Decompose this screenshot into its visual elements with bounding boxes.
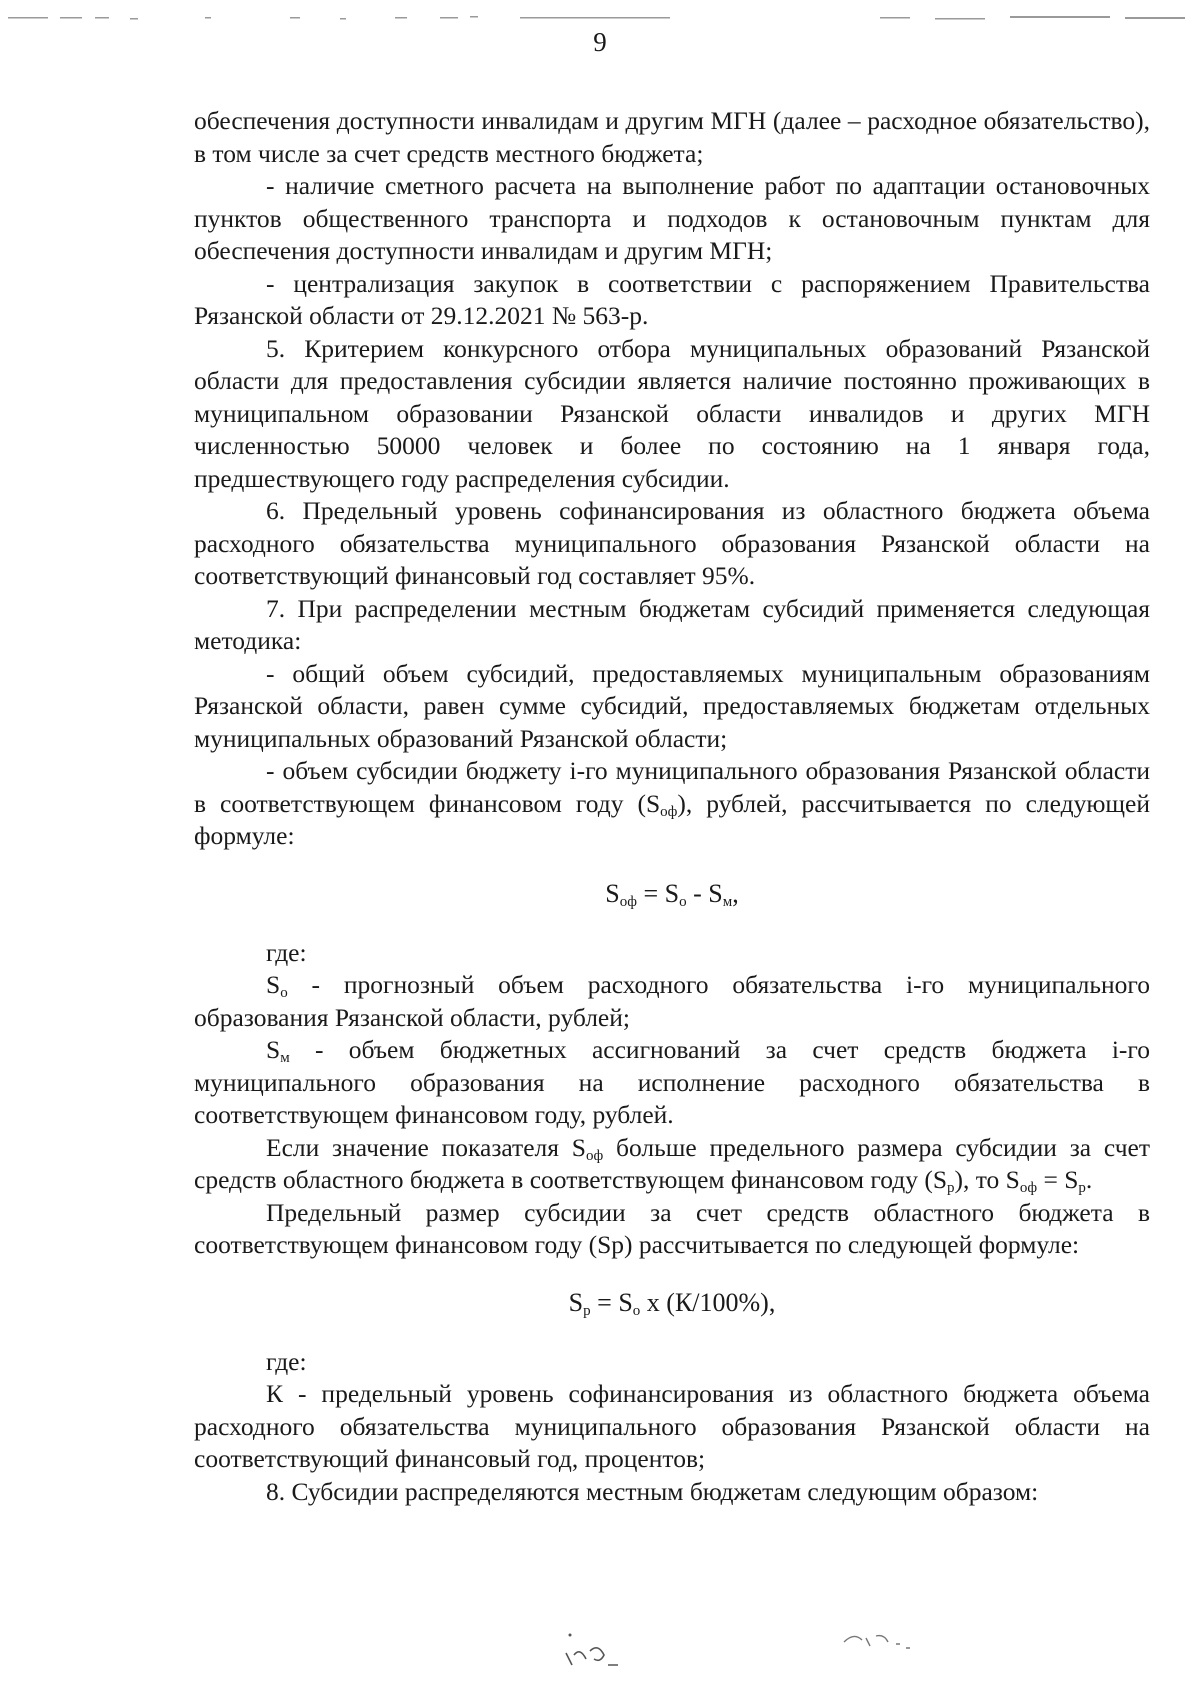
formula-soph: $S_{оф} = S_о - S_м$,: [605, 878, 739, 910]
paragraph-6: 6. Предельный уровень софинансирования из областного бюджета объема расходного обязательства муниципального образования Рязанской области на соответствующий финансовый год составляет 95%.: [194, 496, 1150, 590]
paragraph-5: 5. Критерием конкурсного отбора муниципальных образований Рязанской области для предоставления субсидии является наличие постоянно проживающих в муниципальном образовании Рязанской области инвалидов и других МГН численностью 50000 человек и более по состоянию на 1 января года, предшествующего году распределения субсидии.: [194, 333, 1150, 493]
bullet-estimate: - наличие сметного расчета на выполнение работ по адаптации остановочных пунктов общественного транспорта и подходов к остановочным пунктам для обеспечения доступности инвалидам и другим МГН;: [194, 171, 1150, 265]
document-body: [194, 105, 1150, 1508]
initials-mark-right: [840, 1622, 920, 1662]
definition-k: К - предельный уровень софинансирования из областного бюджета объема расходного обязательства муниципального образования Рязанской области на соответствующий финансовый год, процентов;: [194, 1379, 1150, 1473]
where-label-2: где:: [266, 1346, 307, 1376]
definition-sm: $S_м$ - объем бюджетных ассигнований за счет средств бюджета i-го муниципального образования на исполнение расходного обязательства в соответствующем финансовом году, рублей.: [194, 1035, 1150, 1129]
paragraph-7: 7. При распределении местным бюджетам субсидий применяется следующая методика:: [194, 593, 1150, 655]
bullet-procurement: - централизация закупок в соответствии с распоряжением Правительства Рязанской области от 29.12.2021 № 563-р.: [194, 268, 1150, 330]
initials-mark-left: [560, 1625, 630, 1675]
scan-noise-top: [0, 14, 1200, 24]
limit-paragraph: Предельный размер субсидии за счет средств областного бюджета в соответствующем финансовом году (Sр) рассчитывается по следующей формуле:: [194, 1197, 1150, 1259]
definition-so: $S_о$ - прогнозный объем расходного обязательства i-го муниципального образования Рязанской области, рублей;: [194, 970, 1150, 1032]
bullet-volume: - объем субсидии бюджету i-го муниципального образования Рязанской области в соответствующем финансовом году $(S_{оф})$, рублей, рассчитывается по следующей формуле:: [194, 756, 1150, 850]
formula-sp: $S_р = S_о$ x (К/100%),: [568, 1287, 776, 1319]
bullet-total: - общий объем субсидий, предоставляемых муниципальным образованиям Рязанской области, равен сумме субсидий, предоставляемых бюджетам отдельных муниципальных образований Рязанской области;: [194, 658, 1150, 753]
intro-paragraph: обеспечения доступности инвалидам и другим МГН (далее – расходное обязательство), в том числе за счет средств местного бюджета;: [194, 106, 1150, 168]
condition-paragraph: Если значение показателя $S_{оф}$ больше предельного размера субсидии за счет средств областного бюджета в соответствующем финансовом году $(S_р)$, то $S_{оф} = S_р$.: [194, 1132, 1150, 1196]
paragraph-8: 8. Субсидии распределяются местным бюджетам следующим образом:: [266, 1476, 1039, 1506]
where-label-1: где:: [266, 937, 307, 967]
page-number: 9: [593, 27, 607, 57]
